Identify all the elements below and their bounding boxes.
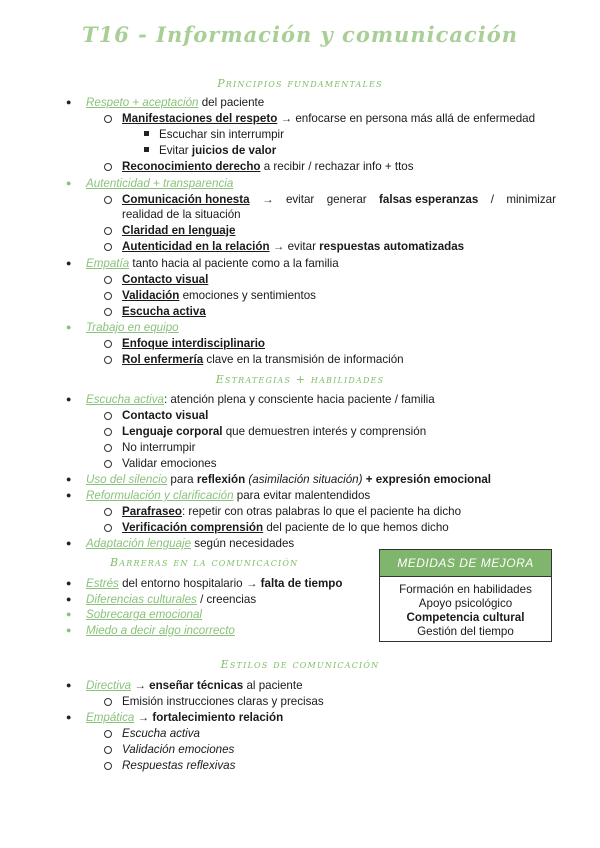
list-item-contacto: Contacto visual: [122, 273, 209, 286]
medidas-list: [380, 577, 551, 639]
list-item-silencio: Uso del silencio para reflexión (asimilación situación) + expresión emocional: [86, 473, 492, 486]
bullet-icon: ●: [66, 578, 72, 588]
bullet-icon: ●: [66, 394, 72, 404]
section-heading-estrategias: Estrategias + habilidades: [215, 373, 385, 386]
bullet-icon: ●: [66, 680, 72, 690]
list-item-empatia: Empatía tanto hacia al paciente como a la familia: [86, 257, 339, 270]
bullet-icon: ●: [66, 97, 72, 107]
circle-bullet-icon: [104, 746, 112, 754]
circle-bullet-icon: [104, 356, 112, 364]
circle-bullet-icon: [104, 292, 112, 300]
list-item-empatica-sub: Validación emociones: [122, 743, 235, 756]
page-title: T16 - Información y comunicación: [81, 22, 519, 47]
bullet-icon: ●: [66, 258, 72, 268]
list-item-validar: Validar emociones: [122, 457, 217, 470]
section-heading-principios: Principios fundamentales: [217, 77, 383, 90]
bullet-icon: ●: [66, 178, 72, 188]
medidas-header: MEDIDAS DE MEJORA: [380, 550, 551, 577]
bullet-icon: ●: [66, 594, 72, 604]
list-item-reconocimiento: Reconocimiento derecho a recibir / rechazar info + ttos: [122, 160, 414, 173]
list-item-comunicacion-honesta-cont: realidad de la situación: [122, 208, 241, 221]
circle-bullet-icon: [104, 762, 112, 770]
list-item-empatica-sub: Escucha activa: [122, 727, 200, 740]
circle-bullet-icon: [104, 460, 112, 468]
circle-bullet-icon: [104, 524, 112, 532]
list-item-emision: Emisión instrucciones claras y precisas: [122, 695, 324, 708]
bullet-icon: ●: [66, 322, 72, 332]
bullet-icon: ●: [66, 625, 72, 635]
list-item-escucha: Escucha activa: atención plena y consciente hacia paciente / familia: [86, 393, 435, 406]
bullet-icon: ●: [66, 474, 72, 484]
circle-bullet-icon: [104, 508, 112, 516]
list-item-claridad: Claridad en lenguaje: [122, 224, 236, 237]
bullet-icon: ●: [66, 490, 72, 500]
list-item-escuchar: Escuchar sin interrumpir: [159, 128, 284, 141]
bullet-icon: ●: [66, 538, 72, 548]
square-bullet-icon: [144, 147, 149, 152]
list-item-directiva: Directiva → enseñar técnicas al paciente: [86, 679, 303, 692]
circle-bullet-icon: [104, 444, 112, 452]
list-item-lenguaje-corporal: Lenguaje corporal que demuestren interés y comprensión: [122, 425, 427, 438]
medidas-item: Competencia cultural: [406, 611, 525, 624]
circle-bullet-icon: [104, 227, 112, 235]
list-item-rol: Rol enfermería clave en la transmisión de información: [122, 353, 404, 366]
list-item-validacion: Validación emociones y sentimientos: [122, 289, 316, 302]
list-item-comunicacion-honesta: Comunicación honesta → evitar generar falsas esperanzas / minimizar: [122, 193, 556, 206]
list-item-contacto-visual: Contacto visual: [122, 409, 209, 422]
list-item-verificacion: Verificación comprensión del paciente de lo que hemos dicho: [122, 521, 449, 534]
list-item-trabajo: Trabajo en equipo: [86, 321, 179, 334]
circle-bullet-icon: [104, 163, 112, 171]
bullet-icon: ●: [66, 712, 72, 722]
circle-bullet-icon: [104, 196, 112, 204]
list-item-evitar: Evitar juicios de valor: [159, 144, 277, 157]
list-item-no-interrumpir: No interrumpir: [122, 441, 196, 454]
list-item-autenticidad-relacion: Autenticidad en la relación → evitar respuestas automatizadas: [122, 240, 465, 253]
circle-bullet-icon: [104, 730, 112, 738]
list-item-enfoque: Enfoque interdisciplinario: [122, 337, 266, 350]
list-item-escucha-activa: Escucha activa: [122, 305, 206, 318]
circle-bullet-icon: [104, 412, 112, 420]
medidas-item: Gestión del tiempo: [417, 625, 514, 638]
circle-bullet-icon: [104, 698, 112, 706]
list-item-autenticidad: Autenticidad + transparencia: [86, 177, 234, 190]
list-item-respeto: Respeto + aceptación del paciente: [86, 96, 265, 109]
list-item-diferencias: Diferencias culturales / creencias: [86, 593, 257, 606]
list-item-reformulacion: Reformulación y clarificación para evitar malentendidos: [86, 489, 371, 502]
list-item-empatica-sub: Respuestas reflexivas: [122, 759, 236, 772]
list-item-manifestaciones: Manifestaciones del respeto → enfocarse en persona más allá de enfermedad: [122, 112, 536, 125]
circle-bullet-icon: [104, 243, 112, 251]
circle-bullet-icon: [104, 276, 112, 284]
list-item-sobrecarga: Sobrecarga emocional: [86, 608, 203, 621]
list-item-adaptacion: Adaptación lenguaje según necesidades: [86, 537, 295, 550]
section-heading-estilos: Estilos de comunicación: [220, 658, 380, 671]
bullet-icon: ●: [66, 609, 72, 619]
square-bullet-icon: [144, 131, 149, 136]
list-item-empatica: Empática → fortalecimiento relación: [86, 711, 284, 724]
list-item-estres: Estrés del entorno hospitalario → falta de tiempo: [86, 577, 343, 590]
medidas-item: Apoyo psicológico: [418, 597, 513, 610]
section-heading-barreras: Barreras en la comunicación: [110, 556, 299, 569]
circle-bullet-icon: [104, 308, 112, 316]
circle-bullet-icon: [104, 340, 112, 348]
circle-bullet-icon: [104, 428, 112, 436]
list-item-parafraseo: Parafraseo: repetir con otras palabras lo que el paciente ha dicho: [122, 505, 462, 518]
list-item-miedo: Miedo a decir algo incorrecto: [86, 624, 235, 637]
medidas-item: Formación en habilidades: [399, 583, 532, 596]
medidas-box: [379, 549, 552, 642]
circle-bullet-icon: [104, 115, 112, 123]
